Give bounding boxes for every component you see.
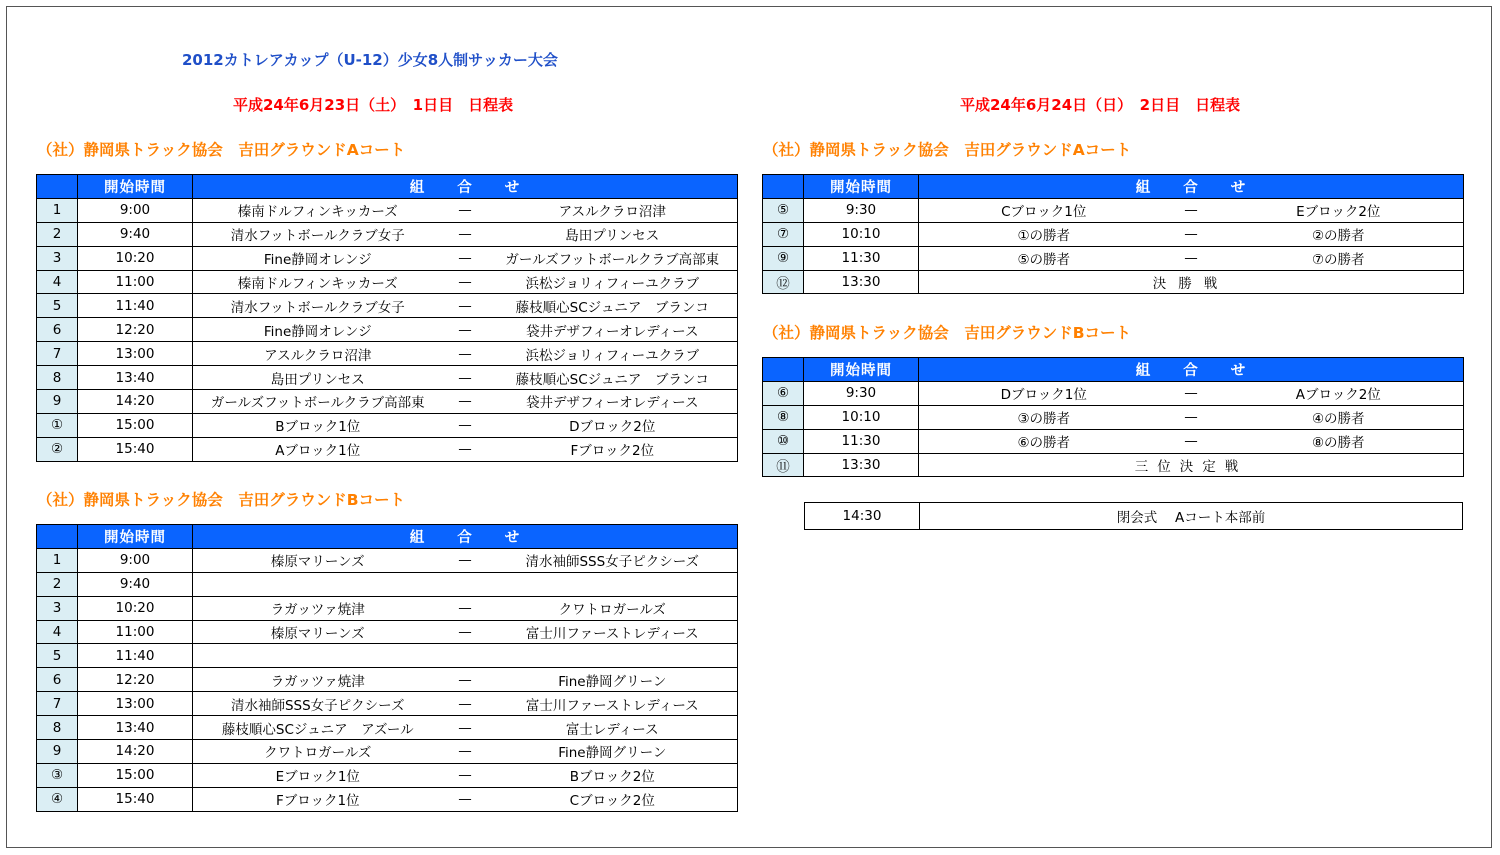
away-team: 浜松ジョリィフィーユクラブ	[488, 342, 738, 366]
versus-dash	[443, 644, 488, 668]
versus-dash: —	[443, 740, 488, 764]
day2-court-a-table	[762, 174, 1464, 294]
versus-dash: —	[1169, 246, 1214, 270]
match-time: 11:40	[78, 644, 193, 668]
match-number: ⑨	[763, 246, 804, 270]
match-time: 11:00	[78, 620, 193, 644]
header-row	[763, 358, 1464, 382]
versus-dash: —	[443, 342, 488, 366]
away-team	[488, 644, 738, 668]
match-time: 13:00	[78, 692, 193, 716]
away-team: 浜松ジョリィフィーユクラブ	[488, 270, 738, 294]
col-match-char-2: 合	[457, 529, 473, 546]
header-row	[37, 175, 738, 199]
versus-dash: —	[443, 437, 488, 461]
versus-dash: —	[443, 246, 488, 270]
match-row	[37, 620, 738, 644]
home-team: 榛南ドルフィンキッカーズ	[193, 198, 443, 222]
match-time: 9:00	[78, 548, 193, 572]
match-time: 11:40	[78, 294, 193, 318]
versus-dash: —	[443, 787, 488, 811]
away-team: 富士川ファーストレディース	[488, 692, 738, 716]
home-team: 島田プリンセス	[193, 366, 443, 390]
final-row	[763, 270, 1464, 294]
match-row	[37, 437, 738, 461]
versus-dash: —	[443, 692, 488, 716]
away-team: Eブロック2位	[1214, 198, 1464, 222]
away-team: 藤枝順心SCジュニア ブランコ	[488, 366, 738, 390]
away-team: ④の勝者	[1214, 405, 1464, 429]
away-team: Cブロック2位	[488, 787, 738, 811]
home-team: 清水フットボールクラブ女子	[193, 222, 443, 246]
match-row	[37, 318, 738, 342]
match-number: ⑫	[763, 270, 804, 294]
away-team: ⑦の勝者	[1214, 246, 1464, 270]
day1-title: 平成24年6月23日（土） 1日目 日程表	[233, 96, 514, 114]
match-time: 12:20	[78, 318, 193, 342]
versus-dash: —	[443, 198, 488, 222]
match-time: 10:10	[804, 405, 919, 429]
versus-dash: —	[443, 620, 488, 644]
match-number: 4	[37, 620, 78, 644]
match-number: 4	[37, 270, 78, 294]
match-row	[763, 405, 1464, 429]
away-team: 袋井デザフィーオレディース	[488, 390, 738, 414]
home-team: Fine静岡オレンジ	[193, 318, 443, 342]
day1-court-b-table	[36, 524, 738, 812]
versus-dash: —	[443, 270, 488, 294]
day2-title: 平成24年6月24日（日） 2日目 日程表	[960, 96, 1241, 114]
home-team: Dブロック1位	[919, 381, 1169, 405]
match-row	[37, 222, 738, 246]
versus-dash: —	[443, 294, 488, 318]
day1-court-a-title: （社）静岡県トラック協会 吉田グラウンドAコート	[37, 141, 406, 159]
match-number: ⑩	[763, 429, 804, 453]
match-row	[37, 787, 738, 811]
match-row	[37, 390, 738, 414]
home-team: 清水フットボールクラブ女子	[193, 294, 443, 318]
match-number: 6	[37, 668, 78, 692]
match-number: 8	[37, 716, 78, 740]
col-match-char-3: せ	[1230, 362, 1247, 379]
match-row	[37, 740, 738, 764]
match-time: 15:40	[78, 787, 193, 811]
day2-court-a-title: （社）静岡県トラック協会 吉田グラウンドAコート	[763, 141, 1132, 159]
match-number: 7	[37, 342, 78, 366]
day1-court-a-table	[36, 174, 738, 462]
match-number: 7	[37, 692, 78, 716]
home-team: ラガッツァ焼津	[193, 596, 443, 620]
versus-dash: —	[443, 390, 488, 414]
away-team: 富士レディース	[488, 716, 738, 740]
col-match	[919, 358, 1464, 382]
versus-dash: —	[443, 763, 488, 787]
versus-dash: —	[1169, 381, 1214, 405]
closing-label: 閉会式 Aコート本部前	[920, 503, 1463, 530]
match-number: 5	[37, 644, 78, 668]
match-time: 15:00	[78, 413, 193, 437]
match-time: 9:00	[78, 198, 193, 222]
match-row	[37, 270, 738, 294]
match-row	[37, 596, 738, 620]
home-team: Fブロック1位	[193, 787, 443, 811]
match-time: 9:40	[78, 572, 193, 596]
match-number: 6	[37, 318, 78, 342]
header-row	[763, 175, 1464, 199]
match-time: 13:30	[804, 270, 919, 294]
versus-dash: —	[443, 548, 488, 572]
home-team: アスルクラロ沼津	[193, 342, 443, 366]
away-team: 富士川ファーストレディース	[488, 620, 738, 644]
home-team: ⑤の勝者	[919, 246, 1169, 270]
home-team	[193, 572, 443, 596]
home-team: Eブロック1位	[193, 763, 443, 787]
match-time: 13:40	[78, 716, 193, 740]
col-match-char-2: 合	[1183, 362, 1199, 379]
home-team: 清水袖師SSS女子ピクシーズ	[193, 692, 443, 716]
away-team	[488, 572, 738, 596]
match-time: 11:30	[804, 246, 919, 270]
match-number: ③	[37, 763, 78, 787]
match-number: 1	[37, 548, 78, 572]
match-time: 13:30	[804, 453, 919, 477]
versus-dash: —	[443, 716, 488, 740]
versus-dash: —	[443, 222, 488, 246]
col-match-char-1: 組	[409, 179, 426, 196]
away-team: ⑧の勝者	[1214, 429, 1464, 453]
day2-court-b-title: （社）静岡県トラック協会 吉田グラウンドBコート	[763, 324, 1132, 342]
match-row	[763, 429, 1464, 453]
match-row	[37, 246, 738, 270]
match-row	[37, 572, 738, 596]
match-time: 10:10	[804, 222, 919, 246]
match-time: 10:20	[78, 596, 193, 620]
away-team: クワトロガールズ	[488, 596, 738, 620]
away-team: ガールズフットボールクラブ高部東	[488, 246, 738, 270]
col-match-char-1: 組	[409, 529, 426, 546]
match-row	[763, 246, 1464, 270]
versus-dash: —	[1169, 405, 1214, 429]
away-team: Aブロック2位	[1214, 381, 1464, 405]
col-match-char-3: せ	[504, 529, 521, 546]
home-team: ①の勝者	[919, 222, 1169, 246]
match-row	[37, 342, 738, 366]
match-number: ④	[37, 787, 78, 811]
match-row	[37, 716, 738, 740]
col-match-char-2: 合	[1183, 179, 1199, 196]
final-match-label: 三位決定戦	[919, 453, 1464, 477]
col-match	[193, 525, 738, 549]
match-number: ⑤	[763, 198, 804, 222]
home-team: Fine静岡オレンジ	[193, 246, 443, 270]
col-start-time: 開始時間	[804, 358, 919, 382]
versus-dash	[443, 572, 488, 596]
col-match-char-3: せ	[1230, 179, 1247, 196]
home-team: ラガッツァ焼津	[193, 668, 443, 692]
match-time: 11:30	[804, 429, 919, 453]
match-time: 10:20	[78, 246, 193, 270]
away-team: 清水袖師SSS女子ピクシーズ	[488, 548, 738, 572]
match-row	[37, 668, 738, 692]
versus-dash: —	[443, 596, 488, 620]
home-team: 榛原マリーンズ	[193, 548, 443, 572]
match-time: 12:20	[78, 668, 193, 692]
versus-dash: —	[443, 413, 488, 437]
home-team: 榛南ドルフィンキッカーズ	[193, 270, 443, 294]
away-team: Fine静岡グリーン	[488, 740, 738, 764]
match-number: ⑪	[763, 453, 804, 477]
match-time: 9:30	[804, 198, 919, 222]
match-row	[763, 198, 1464, 222]
col-start-time: 開始時間	[78, 175, 193, 199]
away-team: 藤枝順心SCジュニア ブランコ	[488, 294, 738, 318]
match-number: 2	[37, 222, 78, 246]
versus-dash: —	[1169, 198, 1214, 222]
closing-ceremony-table	[804, 502, 1463, 530]
match-number: ⑧	[763, 405, 804, 429]
match-row	[37, 294, 738, 318]
match-time: 13:40	[78, 366, 193, 390]
versus-dash: —	[1169, 429, 1214, 453]
final-row	[763, 453, 1464, 477]
match-row	[763, 381, 1464, 405]
match-row	[37, 198, 738, 222]
match-row	[37, 692, 738, 716]
home-team: 榛原マリーンズ	[193, 620, 443, 644]
col-match-char-3: せ	[504, 179, 521, 196]
home-team	[193, 644, 443, 668]
versus-dash: —	[443, 366, 488, 390]
away-team: 島田プリンセス	[488, 222, 738, 246]
match-time: 15:40	[78, 437, 193, 461]
match-number: 3	[37, 596, 78, 620]
away-team: ②の勝者	[1214, 222, 1464, 246]
match-time: 11:00	[78, 270, 193, 294]
match-time: 9:40	[78, 222, 193, 246]
match-row	[37, 763, 738, 787]
col-match-char-1: 組	[1135, 179, 1152, 196]
away-team: 袋井デザフィーオレディース	[488, 318, 738, 342]
match-time: 14:20	[78, 390, 193, 414]
match-row	[37, 644, 738, 668]
col-match-char-1: 組	[1135, 362, 1152, 379]
match-number: 1	[37, 198, 78, 222]
match-time: 13:00	[78, 342, 193, 366]
col-match	[919, 175, 1464, 199]
final-match-label: 決勝戦	[919, 270, 1464, 294]
closing-row	[805, 503, 1463, 530]
col-start-time: 開始時間	[804, 175, 919, 199]
day2-court-b-table	[762, 357, 1464, 477]
match-number: ⑦	[763, 222, 804, 246]
header-row	[37, 525, 738, 549]
day1-court-b-title: （社）静岡県トラック協会 吉田グラウンドBコート	[37, 491, 406, 509]
away-team: Dブロック2位	[488, 413, 738, 437]
match-time: 9:30	[804, 381, 919, 405]
match-number: ⑥	[763, 381, 804, 405]
match-number: 9	[37, 390, 78, 414]
match-row	[37, 366, 738, 390]
away-team: アスルクラロ沼津	[488, 198, 738, 222]
away-team: Fine静岡グリーン	[488, 668, 738, 692]
versus-dash: —	[443, 668, 488, 692]
home-team: 藤枝順心SCジュニア アズール	[193, 716, 443, 740]
match-row	[37, 413, 738, 437]
home-team: ⑥の勝者	[919, 429, 1169, 453]
versus-dash: —	[1169, 222, 1214, 246]
match-time: 14:20	[78, 740, 193, 764]
tournament-title: 2012カトレアカップ（U-12）少女8人制サッカー大会	[182, 51, 558, 69]
home-team: Cブロック1位	[919, 198, 1169, 222]
col-start-time: 開始時間	[78, 525, 193, 549]
match-row	[37, 548, 738, 572]
match-time: 15:00	[78, 763, 193, 787]
match-number: 9	[37, 740, 78, 764]
match-number: 8	[37, 366, 78, 390]
match-number: ①	[37, 413, 78, 437]
col-match-char-2: 合	[457, 179, 473, 196]
match-number: 3	[37, 246, 78, 270]
match-row	[763, 222, 1464, 246]
versus-dash: —	[443, 318, 488, 342]
match-number: ②	[37, 437, 78, 461]
match-number: 2	[37, 572, 78, 596]
home-team: Bブロック1位	[193, 413, 443, 437]
home-team: ③の勝者	[919, 405, 1169, 429]
home-team: ガールズフットボールクラブ高部東	[193, 390, 443, 414]
away-team: Fブロック2位	[488, 437, 738, 461]
away-team: Bブロック2位	[488, 763, 738, 787]
match-number: 5	[37, 294, 78, 318]
closing-time: 14:30	[805, 503, 920, 530]
home-team: Aブロック1位	[193, 437, 443, 461]
col-match	[193, 175, 738, 199]
home-team: クワトロガールズ	[193, 740, 443, 764]
